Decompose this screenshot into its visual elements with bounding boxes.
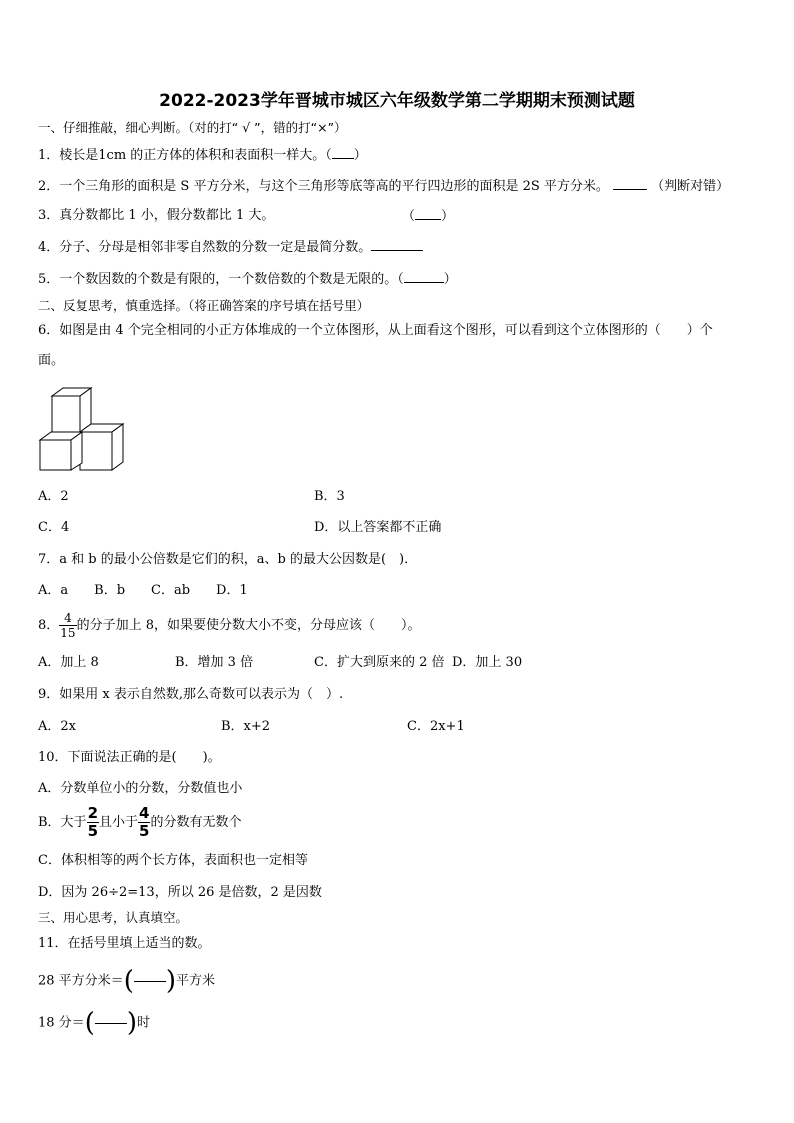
q8-option-a[interactable]: A．加上 8 <box>38 655 99 670</box>
answer-blank[interactable] <box>415 207 441 220</box>
q10-option-d[interactable]: D．因为 26÷2=13，所以 26 是倍数，2 是因数 <box>38 885 322 900</box>
paren-right: ） <box>441 209 455 224</box>
fraction-denominator: 5 <box>139 822 150 840</box>
fraction-denominator: 15 <box>60 626 76 640</box>
question-1 <box>38 146 367 165</box>
paren-right: ) <box>126 1008 137 1038</box>
q6-option-c[interactable]: C．4 <box>38 520 70 535</box>
question-3-answer <box>402 207 454 226</box>
question-3 <box>38 207 274 225</box>
answer-blank[interactable] <box>332 146 354 159</box>
paren-left: ( <box>123 966 134 996</box>
question-5-end: ） <box>443 272 457 287</box>
answer-blank[interactable] <box>95 1023 127 1024</box>
q7-options[interactable]: A．a B．b C．ab D．1 <box>38 583 248 598</box>
q11-line-2 <box>38 1004 150 1043</box>
q9-option-c[interactable]: C．2x+1 <box>407 719 465 734</box>
cube-front-face <box>52 396 80 432</box>
q8-option-b[interactable]: B．增加 3 倍 <box>175 655 254 670</box>
paren-left: ( <box>84 1008 95 1038</box>
q6-option-d[interactable]: D．以上答案都不正确 <box>314 520 442 535</box>
question-8 <box>38 608 420 644</box>
q10-option-b-text: B．大于 <box>38 815 87 830</box>
question-2-text: 2．一个三角形的面积是 S 平方分米，与这个三角形等底等高的平行四边形的面积是 2S 平方分米。 <box>38 179 609 194</box>
question-2-end: （判断对错） <box>651 179 730 194</box>
fraction-denominator: 5 <box>87 822 98 840</box>
cube-side-face <box>112 424 123 470</box>
q11-line-1 <box>38 962 215 1001</box>
q9-option-b[interactable]: B．x+2 <box>221 719 271 734</box>
q11-line-2-unit: 时 <box>137 1015 151 1031</box>
cube-stack-figure <box>38 386 128 476</box>
q11-line-1-text: 28 平方分米＝ <box>38 973 124 989</box>
question-8-number: 8． <box>38 618 60 633</box>
question-9: 9．如果用 x 表示自然数,那么奇数可以表示为（ ）. <box>38 687 344 702</box>
question-4-text: 4．分子、分母是相邻非零自然数的分数一定是最简分数。 <box>38 240 372 255</box>
fraction-2-5 <box>87 806 99 839</box>
fraction-numerator: 2 <box>87 804 98 822</box>
question-11: 11．在括号里填上适当的数。 <box>38 936 211 951</box>
cube-front-face <box>40 440 71 470</box>
q10-option-b[interactable] <box>38 801 241 845</box>
q8-option-d[interactable]: D．加上 30 <box>452 655 523 670</box>
question-5 <box>38 270 457 289</box>
q9-option-a[interactable]: A．2x <box>38 719 76 734</box>
q6-option-b[interactable]: B．3 <box>314 489 345 504</box>
fraction-4-15 <box>59 612 76 639</box>
section2-heading: 二、反复思考，慎重选择。（将正确答案的序号填在括号里） <box>38 298 370 313</box>
page-title: 2022-2023学年晋城市城区六年级数学第二学期期末预测试题 <box>159 91 635 111</box>
section3-heading: 三、用心思考，认真填空。 <box>38 910 189 925</box>
q10-option-b-text: 的分数有无数个 <box>150 815 242 830</box>
question-2 <box>38 177 729 196</box>
question-1-text: 1．棱长是1cm 的正方体的体积和表面积一样大。（ <box>38 148 332 163</box>
q6-option-a[interactable]: A．2 <box>38 489 69 504</box>
q11-line-1-unit: 平方米 <box>176 973 216 989</box>
paren-left: （ <box>402 209 416 224</box>
question-7: 7．a 和 b 的最小公倍数是它们的积，a、b 的最大公因数是( )． <box>38 552 418 567</box>
question-3-text: 3．真分数都比 1 小，假分数都比 1 大。 <box>38 208 275 223</box>
fraction-4-5 <box>138 806 150 839</box>
q10-option-a[interactable]: A．分数单位小的分数，分数值也小 <box>38 781 243 796</box>
question-8-text: 的分子加上 8，如果要使分数大小不变，分母应该（ ）。 <box>76 618 421 633</box>
paren-right: ) <box>165 966 176 996</box>
question-6: 6．如图是由 4 个完全相同的小正方体堆成的一个立体图形，从上面看这个图形，可以看到这个立体图形的（ ）个 <box>38 323 713 338</box>
question-4 <box>38 238 423 257</box>
question-5-text: 5．一个数因数的个数是有限的，一个数倍数的个数是无限的。（ <box>38 272 404 287</box>
cube-front-face <box>80 432 112 470</box>
question-1-end: ） <box>353 148 367 163</box>
q8-option-c[interactable]: C．扩大到原来的 2 倍 <box>314 655 445 670</box>
answer-blank[interactable] <box>404 270 444 283</box>
section1-heading: 一、仔细推敲，细心判断。（对的打“ √ ”，错的打“×”） <box>38 120 347 135</box>
fraction-numerator: 4 <box>64 611 72 625</box>
q10-option-c[interactable]: C．体积相等的两个长方体，表面积也一定相等 <box>38 853 308 868</box>
question-10: 10．下面说法正确的是( )。 <box>38 750 221 765</box>
q11-line-2-text: 18 分＝ <box>38 1015 85 1031</box>
question-6-cont: 面。 <box>38 353 65 368</box>
answer-blank[interactable] <box>134 981 166 982</box>
fraction-numerator: 4 <box>139 804 150 822</box>
answer-blank[interactable] <box>371 238 423 251</box>
q10-option-b-text: 且小于 <box>99 815 139 830</box>
answer-blank[interactable] <box>613 177 647 190</box>
